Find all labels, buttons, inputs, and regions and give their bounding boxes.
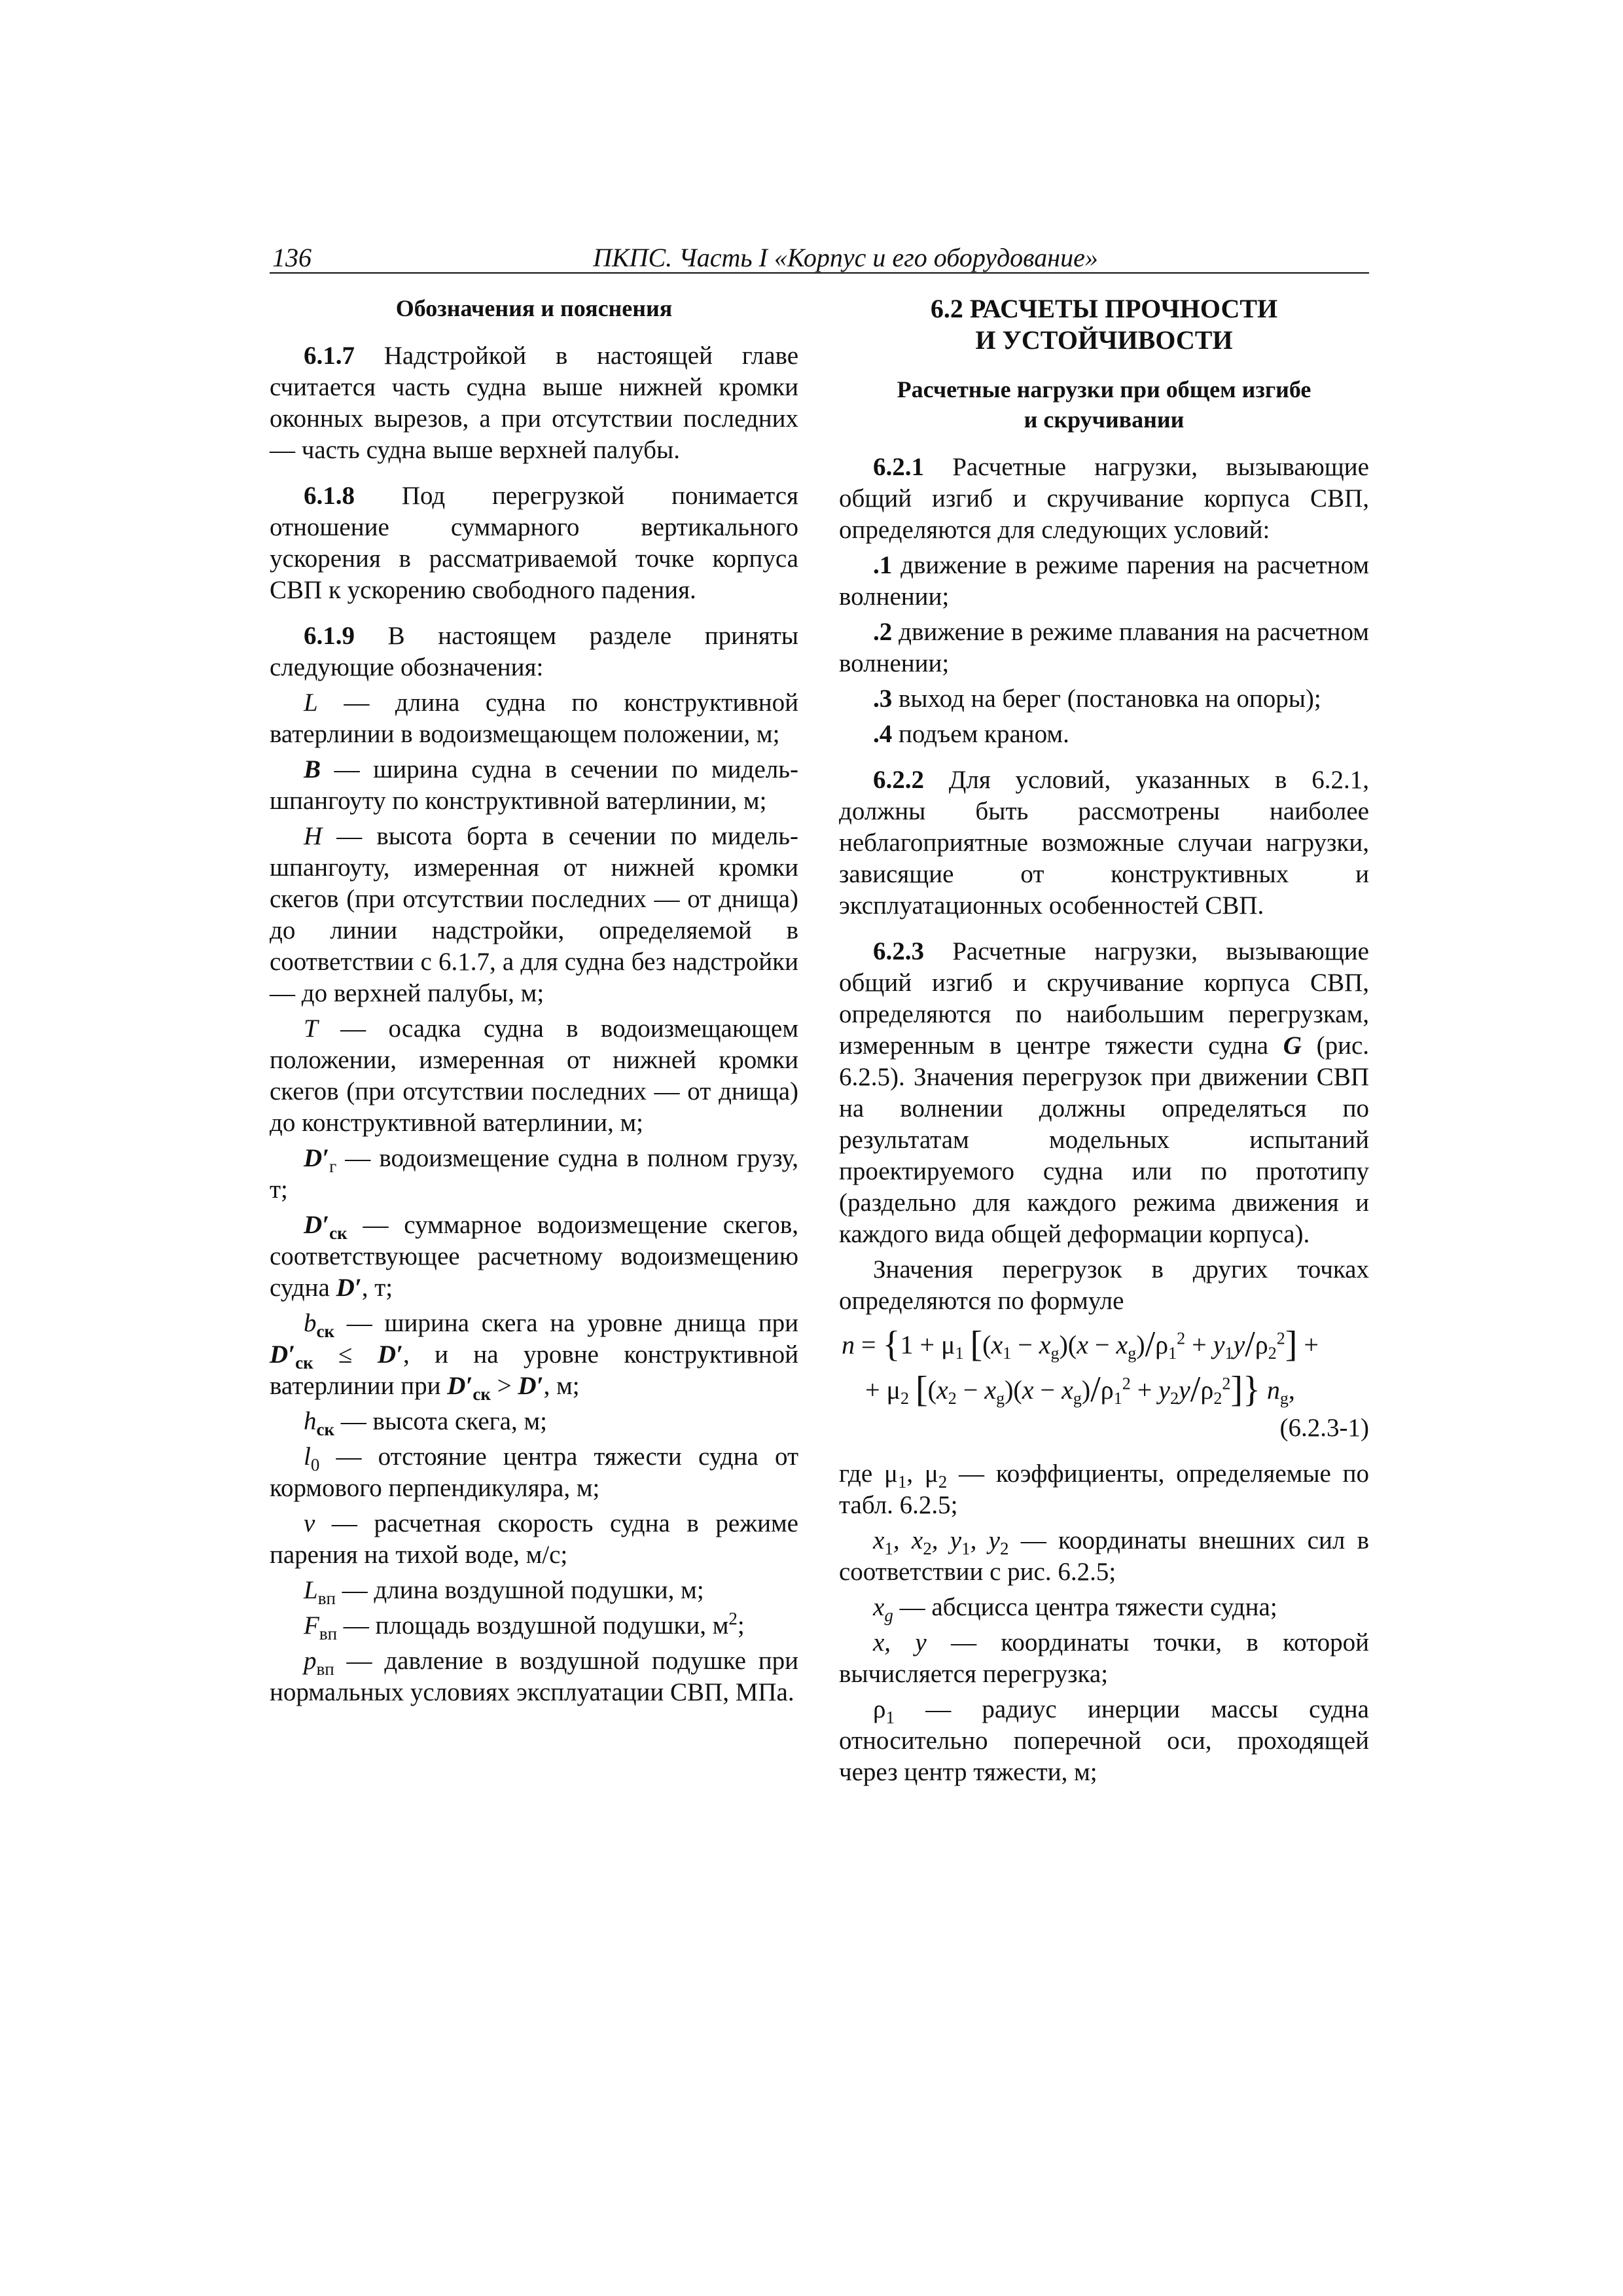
definition-bsk: $b_{ск}$ — ширина скега на уровне днища при $D'_{ск} \le D'$, и на уровне конструктивной ватерлинии при $D'_{ск} > D'$, м; <box>270 1309 798 1404</box>
definition-L: L — длина судна по конструктивной ватерлинии в водоизмещающем положении, м; <box>270 689 798 748</box>
paragraph-6-1-8: 6.1.8 Под перегрузкой понимается отношение суммарного вертикального ускорения в рассматриваемой точке корпуса СВП к ускорению свободного падения. <box>270 482 798 604</box>
formula-line-1: $n = \{1 + \mu_1$ $[(x_1 - x_g)(x - x_g)/\rho_1^2 + y_1y/\rho_2^2]$ + <box>842 1324 1319 1365</box>
definition-Dsk: $D'_{ск}$ — суммарное водоизмещение скегов, соответствующее расчетному водоизмещению судна D′, т; <box>270 1211 798 1302</box>
paragraph-6-1-9: 6.1.9 В настоящем разделе приняты следующие обозначения: <box>270 622 798 681</box>
where-xg: $x_g$ — абсцисса центра тяжести судна; <box>873 1593 1277 1625</box>
running-header <box>270 237 1369 274</box>
definition-v: v — расчетная скорость судна в режиме парения на тихой воде, м/с; <box>270 1509 798 1569</box>
subsection-title: Расчетные нагрузки при общем изгибе и скручивании <box>897 376 1311 433</box>
list-item-2: .2 движение в режиме плавания на расчетном волнении; <box>839 618 1369 677</box>
where-x-y: $x_1$, $x_2$, $y_1$, $y_2$ — координаты внешних сил в соответствии с рис. 6.2.5; <box>839 1526 1370 1586</box>
formula-line-2: + $\mu_2$ $[(x_2 - x_g)(x - x_g)/\rho_1^2 + y_2y/\rho_2^2]$} $n_g$, <box>865 1369 1295 1410</box>
definition-Lvp: $L_{вп}$ — длина воздушной подушки, м; <box>304 1576 704 1608</box>
definition-hsk: $h_{ск}$ — высота скега, м; <box>304 1407 547 1439</box>
header-rule <box>270 272 1369 274</box>
right-column <box>839 293 1369 1788</box>
where-mu: где $\mu_1$, $\mu_2$ — коэффициенты, определяемые по табл. 6.2.5; <box>839 1460 1369 1519</box>
definition-H: H — высота борта в сечении по мидель-шпангоуту, измеренная от нижней кромки скегов (при отсутствии последних — от днища) до линии надстройки, определяемой в соответствии с 6.1.7, а для судна без надстройки — до верхней палубы, м; <box>270 822 798 1007</box>
definition-B: B — ширина судна в сечении по мидель-шпангоуту по конструктивной ватерлинии, м; <box>270 755 798 815</box>
notation-heading: Обозначения и пояснения <box>395 295 673 321</box>
list-item-4: .4 подъем краном. <box>873 720 1069 748</box>
paragraph-6-2-2: 6.2.2 Для условий, указанных в 6.2.1, должны быть рассмотрены наиболее неблагоприятные возможные случаи нагрузки, зависящие от конструктивных и эксплуатационных особенностей СВП. <box>839 766 1369 920</box>
page-number: 136 <box>272 243 312 272</box>
paragraph-values-formula-intro: Значения перегрузок в других точках определяются по формуле <box>839 1255 1369 1315</box>
definition-Dg: $D'_г$ — водоизмещение судна в полном грузу, т; <box>270 1144 798 1204</box>
running-title: ПКПС. Часть I «Корпус и его оборудование» <box>593 243 1098 272</box>
section-title: 6.2 РАСЧЕТЫ ПРОЧНОСТИ И УСТОЙЧИВОСТИ <box>930 294 1278 355</box>
definition-l0: $l_0$ — отстояние центра тяжести судна от кормового перпендикуляра, м; <box>270 1443 798 1502</box>
formula-number: (6.2.3-1) <box>1279 1414 1369 1442</box>
paragraph-6-2-3: 6.2.3 Расчетные нагрузки, вызывающие общий изгиб и скручивание корпуса СВП, определяются по наибольшим перегрузкам, измеренным в центре тяжести судна G (рис. 6.2.5). Значения перегрузок при движении СВП на волнении должны определяться по результатам модельных испытаний проектируемого судна или по прототипу (раздельно для каждого режима движения и каждого вида общей деформации корпуса). <box>839 937 1370 1248</box>
definition-Fvp: $F_{вп}$ — площадь воздушной подушки, $м^2$; <box>304 1609 745 1643</box>
paragraph-6-2-1: 6.2.1 Расчетные нагрузки, вызывающие общий изгиб и скручивание корпуса СВП, определяются для следующих условий: <box>839 453 1369 544</box>
list-item-1: .1 движение в режиме парения на расчетном волнении; <box>839 551 1369 611</box>
definition-T: T — осадка судна в водоизмещающем положении, измеренная от нижней кромки скегов (при отсутствии последних — от днища) до конструктивной ватерлинии, м; <box>270 1014 798 1137</box>
where-point-xy: x, y — координаты точки, в которой вычисляется перегрузка; <box>839 1628 1369 1688</box>
left-column <box>270 293 798 1708</box>
formula-6-2-3-1 <box>839 1322 1369 1412</box>
list-item-3: .3 выход на берег (постановка на опоры); <box>873 685 1321 713</box>
where-rho1: $\rho_1$ — радиус инерции массы судна относительно поперечной оси, проходящей через центр тяжести, м; <box>839 1695 1369 1786</box>
definition-pvp: $p_{вп}$ — давление в воздушной подушке при нормальных условиях эксплуатации СВП, МПа. <box>270 1647 798 1706</box>
paragraph-6-1-7: 6.1.7 Надстройкой в настоящей главе считается часть судна выше нижней кромки оконных вырезов, а при отсутствии последних — часть судна выше верхней палубы. <box>270 342 798 464</box>
